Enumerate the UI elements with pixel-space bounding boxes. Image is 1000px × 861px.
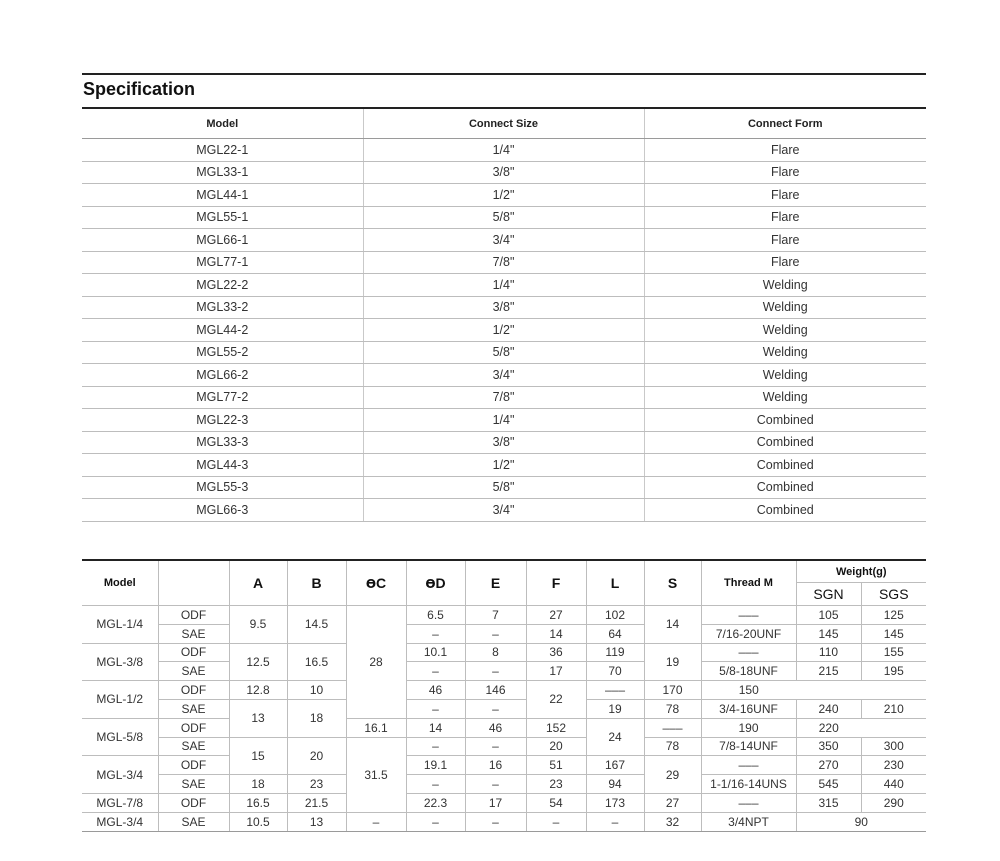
thread-cell: ––– [701,606,796,625]
dim-b-cell: 18 [287,699,346,737]
model-cell: MGL-5/8 [82,718,158,756]
dim-a-cell: 12.5 [229,643,287,681]
spec-header-connect-form: Connect Form [644,109,926,139]
spec-size-cell: 1/2" [363,184,644,207]
thread-cell: ––– [586,681,644,700]
dimension-row [82,718,926,737]
spec-model-cell: MGL33-3 [82,431,363,454]
spec-model-cell: MGL44-1 [82,184,363,207]
weight-cell: 90 [796,812,926,831]
thread-cell: 1-1/16-14UNS [701,775,796,794]
spec-body [82,139,926,522]
dim-l-cell: 146 [465,681,526,700]
spec-form-cell: Combined [644,476,926,499]
diameter-symbol-d: Ɵ [425,577,436,591]
spec-form-cell: Combined [644,409,926,432]
spec-size-cell: 5/8" [363,341,644,364]
connection-type-cell: ODF [158,793,229,812]
weight-sgs-cell: 150 [701,681,796,700]
dim-e-cell: 8 [465,643,526,662]
spec-model-cell: MGL55-2 [82,341,363,364]
dim-header-b: B [287,561,346,606]
thread-cell: 7/16-20UNF [701,624,796,643]
spec-row [82,386,926,409]
dim-b-cell: 21.5 [287,793,346,812]
weight-sgs-cell: 220 [796,718,861,737]
dim-d-cell: 6.5 [406,606,465,625]
dim-d-cell: – [406,812,465,831]
dim-f-cell: 46 [465,718,526,737]
spec-row [82,319,926,342]
dimension-table [82,561,926,832]
spec-row [82,454,926,477]
dim-a-cell: 18 [229,775,287,794]
spec-row [82,161,926,184]
spec-form-cell: Welding [644,296,926,319]
spec-header-model: Model [82,109,363,139]
dim-f-cell: 51 [526,756,586,775]
dim-b-cell: 14.5 [287,606,346,644]
spec-model-cell: MGL44-2 [82,319,363,342]
weight-sgn-cell: 170 [644,681,701,700]
dim-l-cell: 119 [586,643,644,662]
dim-l-cell: 173 [586,793,644,812]
spec-form-cell: Flare [644,139,926,162]
weight-sgs-cell: 300 [861,737,926,756]
dim-s-cell: 27 [644,793,701,812]
dim-header-weight: Weight(g) [796,561,926,583]
dim-f-cell: 19 [586,699,644,718]
weight-sgs-cell: 440 [861,775,926,794]
connection-type-cell: SAE [158,699,229,718]
spec-size-cell: 3/8" [363,161,644,184]
spec-row [82,184,926,207]
dim-d-cell: – [406,775,465,794]
connection-type-cell: SAE [158,775,229,794]
dim-e-cell: – [465,812,526,831]
spec-row [82,364,926,387]
top-rule [82,73,926,75]
spec-model-cell: MGL22-2 [82,274,363,297]
weight-sgn-cell: 190 [701,718,796,737]
spec-size-cell: 1/2" [363,319,644,342]
spec-size-cell: 1/4" [363,139,644,162]
spec-form-cell: Flare [644,251,926,274]
dim-l-cell: 78 [644,737,701,756]
dim-b-cell: 23 [287,775,346,794]
section-title: Specification [83,79,196,99]
weight-sgs-cell: 195 [861,662,926,681]
dim-s-cell: 22 [526,681,586,719]
dim-s-cell: 24 [586,718,644,756]
dimension-row [82,662,926,681]
dim-a-cell: 16.5 [229,793,287,812]
dimension-row [82,793,926,812]
dim-f-cell: 17 [526,662,586,681]
spec-form-cell: Flare [644,161,926,184]
spec-model-cell: MGL77-2 [82,386,363,409]
dim-e-cell: – [465,737,526,756]
spec-model-cell: MGL22-3 [82,409,363,432]
thread-cell: 3/4NPT [701,812,796,831]
weight-sgs-cell: 230 [861,756,926,775]
thread-cell: 5/8-18UNF [701,662,796,681]
dim-l-cell: 102 [586,606,644,625]
dim-e-cell: – [465,662,526,681]
weight-sgn-cell: 105 [796,606,861,625]
dim-s-cell: 32 [644,812,701,831]
weight-sgs-cell: 155 [861,643,926,662]
dim-a-cell: 10.5 [229,812,287,831]
thread-cell: 7/8-14UNF [701,737,796,756]
dim-b-cell: 13 [287,812,346,831]
connection-type-cell: ODF [158,756,229,775]
spec-form-cell: Welding [644,274,926,297]
dim-b-cell: 20 [287,737,346,775]
connection-type-cell: SAE [158,737,229,756]
spec-model-cell: MGL33-2 [82,296,363,319]
spec-row [82,431,926,454]
spec-form-cell: Flare [644,184,926,207]
dim-b-cell: 16.5 [287,643,346,681]
spec-model-cell: MGL22-1 [82,139,363,162]
dim-d-cell: – [406,624,465,643]
spec-header-connect-size: Connect Size [363,109,644,139]
spec-model-cell: MGL55-1 [82,206,363,229]
spec-size-cell: 1/2" [363,454,644,477]
dim-e-cell: 7 [465,606,526,625]
dim-l-cell: 94 [586,775,644,794]
spec-row [82,139,926,162]
connection-type-cell: ODF [158,606,229,625]
weight-sgs-cell: 145 [861,624,926,643]
dimension-row [82,775,926,794]
spec-form-cell: Flare [644,206,926,229]
dim-header-c-label: C [376,575,387,591]
dim-d-cell: 22.3 [406,793,465,812]
dim-c-cell: 28 [346,606,406,719]
spec-row [82,274,926,297]
dim-header-model: Model [82,561,158,606]
connection-type-cell: SAE [158,812,229,831]
dim-body [82,606,926,832]
spec-row [82,341,926,364]
dim-d-cell: 16.1 [346,718,406,737]
dim-l-cell: 167 [586,756,644,775]
weight-sgs-cell: 210 [861,699,926,718]
dim-f-cell: 14 [526,624,586,643]
dim-a-cell: 9.5 [229,606,287,644]
model-cell: MGL-3/4 [82,756,158,794]
dim-s-cell: 19 [644,643,701,681]
dim-c-cell: 31.5 [346,737,406,812]
spec-size-cell: 3/4" [363,499,644,522]
spec-model-cell: MGL44-3 [82,454,363,477]
spec-size-cell: 5/8" [363,476,644,499]
dim-f-cell: 20 [526,737,586,756]
spec-size-cell: 3/8" [363,296,644,319]
spec-model-cell: MGL33-1 [82,161,363,184]
spec-size-cell: 7/8" [363,251,644,274]
dim-e-cell: 16 [465,756,526,775]
weight-sgs-cell: 125 [861,606,926,625]
dim-a-cell: 15 [229,737,287,775]
dim-l-cell: – [586,812,644,831]
spec-form-cell: Combined [644,454,926,477]
dim-header-d-label: D [435,575,446,591]
dim-header-a: A [229,561,287,606]
weight-sgn-cell: 240 [796,699,861,718]
spec-form-cell: Welding [644,386,926,409]
dim-s-cell: 14 [644,606,701,644]
spec-row [82,229,926,252]
spec-form-cell: Welding [644,319,926,342]
dim-f-cell: 36 [526,643,586,662]
dimension-row [82,756,926,775]
dim-e-cell: 14 [406,718,465,737]
spec-size-cell: 1/4" [363,274,644,297]
spec-row [82,296,926,319]
spec-row [82,476,926,499]
dim-e-cell: – [465,624,526,643]
dim-d-cell: 10.1 [406,643,465,662]
spec-model-cell: MGL66-2 [82,364,363,387]
spec-row [82,251,926,274]
model-cell: MGL-3/8 [82,643,158,681]
dim-d-cell: 19.1 [406,756,465,775]
spec-size-cell: 3/4" [363,229,644,252]
weight-sgn-cell: 350 [796,737,861,756]
spec-form-cell: Combined [644,499,926,522]
dim-e-cell: 17 [465,793,526,812]
dimension-row [82,624,926,643]
spec-row [82,206,926,229]
dim-e-cell: 10 [287,681,346,700]
spec-header-row [82,109,926,139]
dimension-row [82,681,926,700]
connection-type-cell: ODF [158,643,229,662]
weight-sgs-cell: 290 [861,793,926,812]
spec-size-cell: 3/8" [363,431,644,454]
dim-d-cell: – [406,737,465,756]
model-cell: MGL-1/2 [82,681,158,719]
spec-form-cell: Welding [644,341,926,364]
connection-type-cell: ODF [158,681,229,700]
dim-header-sgn: SGN [796,583,861,606]
spec-form-cell: Welding [644,364,926,387]
spec-model-cell: MGL66-3 [82,499,363,522]
dimension-row [82,812,926,831]
dim-f-cell: 27 [526,606,586,625]
dim-header-sgs: SGS [861,583,926,606]
spec-size-cell: 7/8" [363,386,644,409]
dim-header-e: E [465,561,526,606]
thread-cell: ––– [701,643,796,662]
weight-sgn-cell: 215 [796,662,861,681]
weight-sgn-cell: 545 [796,775,861,794]
dim-header-type [158,561,229,606]
dim-c-cell: – [346,812,406,831]
dim-s-cell: 29 [644,756,701,794]
dim-f-cell: 46 [406,681,465,700]
thread-cell: ––– [644,718,701,737]
spec-row [82,499,926,522]
weight-sgn-cell: 270 [796,756,861,775]
dim-header-d [406,561,465,606]
spec-form-cell: Flare [644,229,926,252]
connection-type-cell: ODF [158,718,229,737]
dim-header-l: L [586,561,644,606]
dim-f-cell: – [526,812,586,831]
dim-l-cell: 78 [644,699,701,718]
dim-header-c [346,561,406,606]
dim-header-thread: Thread M [701,561,796,606]
dim-header-s: S [644,561,701,606]
dimension-row [82,737,926,756]
model-cell: MGL-7/8 [82,793,158,812]
dim-a-cell: 13 [229,699,287,737]
connection-type-cell: SAE [158,624,229,643]
spec-row [82,409,926,432]
dim-d-cell: – [406,662,465,681]
dim-l-cell: 64 [586,624,644,643]
dim-l-cell: 152 [526,718,586,737]
thread-cell: ––– [701,756,796,775]
model-cell: MGL-1/4 [82,606,158,644]
weight-sgn-cell: 315 [796,793,861,812]
dimension-row [82,699,926,718]
spec-model-cell: MGL66-1 [82,229,363,252]
dim-header-f: F [526,561,586,606]
thread-cell: ––– [701,793,796,812]
dim-e-cell: – [465,775,526,794]
spec-model-cell: MGL55-3 [82,476,363,499]
spec-size-cell: 5/8" [363,206,644,229]
dim-l-cell: 70 [586,662,644,681]
model-cell: MGL-3/4 [82,812,158,831]
spec-model-cell: MGL77-1 [82,251,363,274]
spec-form-cell: Combined [644,431,926,454]
spec-table [82,109,926,522]
dim-d-cell: – [406,699,465,718]
dim-f-cell: 54 [526,793,586,812]
diameter-symbol-c: Ɵ [365,577,377,591]
weight-sgn-cell: 110 [796,643,861,662]
connection-type-cell: SAE [158,662,229,681]
thread-cell: 3/4-16UNF [701,699,796,718]
dimension-row [82,643,926,662]
spec-size-cell: 1/4" [363,409,644,432]
dim-e-cell: – [465,699,526,718]
dim-d-cell: 12.8 [229,681,287,700]
dimension-row [82,606,926,625]
spec-size-cell: 3/4" [363,364,644,387]
weight-sgn-cell: 145 [796,624,861,643]
dim-f-cell: 23 [526,775,586,794]
